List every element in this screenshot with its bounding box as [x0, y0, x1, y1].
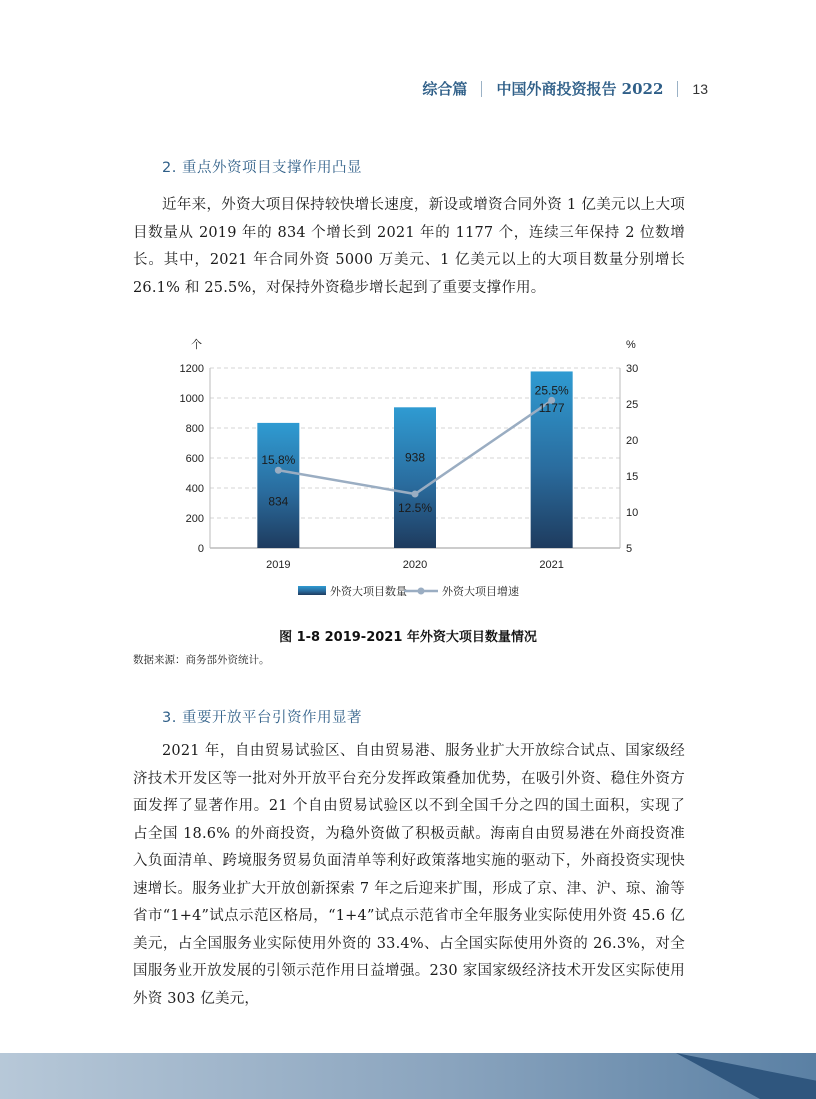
left-tick-label: 0 — [197, 543, 204, 555]
page-header — [422, 78, 708, 99]
right-tick-label: 10 — [626, 507, 639, 519]
section-3-paragraph: 2021 年，自由贸易试验区、自由贸易港、服务业扩大开放综合试点、国家级经济技术开发区等一批对外开放平台充分发挥政策叠加优势，在吸引外资、稳住外资方面发挥了显著作用。21 个自由贸易试验区以不到全国千分之四的国土面积，实现了占全国 18.6% 的外商投资，为稳外资做了积极贡献。海南自由贸易港在外商投资准入负面清单、跨境服务贸易负面清单等利好政策落地实施的驱动下，外商投资实现快速增长。服务业扩大开放创新探索 7 年之后迎来扩围，形成了京、津、沪、琼、渝等省市“1+4”试点示范区格局，“1+4”试点示范省市全年服务业实际使用外资 45.6 亿美元，占全国服务业实际使用外资的 33.4%、占全国实际使用外资的 26.3%，对全国服务业开放发展的引领示范作用日益增强。230 家国家级经济技术开发区实际使用外资 303 亿美元， — [133, 743, 685, 1007]
right-tick-label: 25 — [626, 399, 639, 411]
x-tick-label: 2020 — [402, 559, 428, 571]
right-tick-label: 15 — [626, 471, 639, 483]
growth-point-2020 — [412, 491, 419, 498]
growth-value-label: 12.5% — [397, 501, 433, 515]
page-number: 13 — [692, 80, 708, 97]
legend-line-label: 外资大项目增速 — [442, 586, 519, 598]
bar-value-label: 938 — [404, 450, 426, 465]
bar-2020 — [394, 407, 436, 548]
data-source: 数据来源：商务部外资统计。 — [133, 654, 270, 666]
left-tick-label: 800 — [185, 423, 204, 435]
left-tick-label: 200 — [185, 513, 204, 525]
bar-value-label: 834 — [268, 494, 289, 509]
chart-svg — [130, 328, 660, 608]
header-divider — [481, 81, 482, 97]
right-tick-label: 30 — [626, 363, 639, 375]
left-tick-label: 600 — [185, 453, 204, 465]
figure-caption: 图 1-8 2019-2021 年外资大项目数量情况 — [279, 630, 537, 645]
growth-value-label: 25.5% — [534, 383, 569, 398]
section-title-2: 2. 重点外资项目支撑作用凸显 — [162, 160, 362, 176]
header-report-title: 中国外商投资报告 2022 — [496, 80, 664, 98]
bar-2019 — [257, 423, 299, 548]
growth-value-label: 15.8% — [261, 453, 296, 468]
left-axis-unit: 个 — [191, 339, 202, 351]
section-title-3: 3. 重要开放平台引资作用显著 — [162, 710, 362, 726]
header-divider — [677, 81, 678, 97]
section-2-paragraph: 近年来，外资大项目保持较快增长速度，新设或增资合同外资 1 亿美元以上大项目数量从 2019 年的 834 个增长到 2021 年的 1177 个，连续三年保持 2 位数增长。其中，2021 年合同外资 5000 万美元、1 亿美元以上的大项目数量分别增长 26.1% 和 25.5%，对保持外资稳步增长起到了重要支撑作用。 — [133, 197, 685, 296]
legend-bar-swatch — [298, 586, 326, 595]
header-section: 综合篇 — [422, 80, 468, 98]
x-tick-label: 2019 — [266, 559, 291, 571]
left-tick-label: 1000 — [179, 393, 204, 405]
left-tick-label: 400 — [185, 483, 204, 495]
bar-line-chart — [130, 328, 660, 608]
right-tick-label: 20 — [626, 435, 639, 447]
left-tick-label: 1200 — [179, 363, 204, 375]
legend-bar-label: 外资大项目数量 — [330, 586, 407, 598]
legend-line-marker — [418, 588, 425, 595]
right-axis-unit: % — [626, 339, 636, 351]
growth-point-2019 — [275, 467, 282, 474]
x-tick-label: 2021 — [539, 559, 564, 571]
right-tick-label: 5 — [626, 543, 633, 555]
bar-value-label: 1177 — [538, 400, 565, 415]
